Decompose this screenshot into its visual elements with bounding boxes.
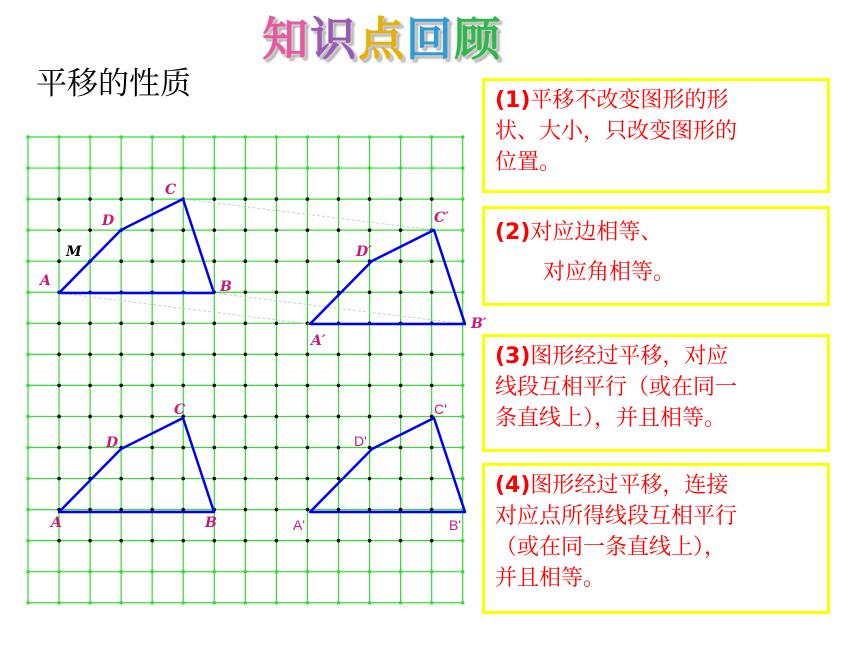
grid-dot (461, 353, 465, 357)
grid-dot (57, 477, 61, 481)
grid-dot (244, 384, 248, 388)
property-text: 状、大小，只改变图形的 (495, 119, 738, 144)
grid-dot (213, 570, 217, 574)
grid-dot (368, 290, 372, 294)
grid-dot (88, 228, 92, 232)
grid-dot (337, 415, 341, 419)
grid-dot (430, 259, 434, 263)
banner-char: 点 (358, 12, 406, 66)
label-top-d: D (102, 213, 115, 229)
grid-dot (150, 384, 154, 388)
grid-dot (88, 570, 92, 574)
grid-dot (244, 477, 248, 481)
label-bottom-d: D (106, 435, 119, 451)
grid-dot (430, 135, 434, 139)
grid-dot (337, 477, 341, 481)
grid-dot (368, 384, 372, 388)
property-text: 位置。 (495, 150, 562, 175)
grid-dot (244, 446, 248, 450)
grid-dot (244, 322, 248, 326)
grid-dot (57, 601, 61, 605)
grid-dot (337, 353, 341, 357)
grid-dot (26, 135, 30, 139)
grid-dot (306, 601, 310, 605)
grid-dot (337, 446, 341, 450)
label-top-a: A (40, 273, 51, 289)
grid-dot (26, 539, 30, 543)
grid-dot (181, 539, 185, 543)
grid-dot (119, 570, 123, 574)
grid-dot (399, 259, 403, 263)
property-box-3 (482, 334, 830, 452)
grid-dot (461, 539, 465, 543)
grid-dot (26, 290, 30, 294)
grid-dot (213, 415, 217, 419)
grid-dot (119, 415, 123, 419)
grid-dot (275, 166, 279, 170)
grid-dot (368, 570, 372, 574)
grid-dot (150, 477, 154, 481)
grid-dot (181, 322, 185, 326)
grid-dot (181, 166, 185, 170)
property-number: (4) (495, 473, 531, 498)
grid-dot (399, 166, 403, 170)
grid-dot (337, 570, 341, 574)
guide-b (214, 293, 465, 324)
property-number: (2) (495, 220, 531, 245)
property-box-2 (482, 206, 830, 306)
label-top-d-prime: D′ (356, 244, 372, 260)
grid-dot (399, 446, 403, 450)
grid-dot (430, 353, 434, 357)
grid-dot (213, 135, 217, 139)
grid-dot (150, 322, 154, 326)
grid-dot (306, 197, 310, 201)
banner-char: 顾 (454, 12, 502, 66)
grid-dot (119, 353, 123, 357)
property-text: 平移不改变图形的形 (530, 88, 729, 113)
grid-dot (275, 322, 279, 326)
grid-dot (399, 539, 403, 543)
label-top-b-prime: B′ (471, 316, 487, 332)
grid-dot (150, 166, 154, 170)
guide-a (59, 293, 310, 324)
label-top-c: C (165, 182, 177, 198)
grid-dot (181, 135, 185, 139)
grid-dot (244, 259, 248, 263)
grid-dot (244, 353, 248, 357)
label-bottom-a: A (51, 515, 62, 531)
grid-dot (275, 446, 279, 450)
grid-dot (88, 384, 92, 388)
label-bottom-c: C (174, 402, 186, 418)
label-bottom-b: B (205, 515, 217, 531)
grid-dot (430, 446, 434, 450)
grid-dot (461, 228, 465, 232)
grid-dot (461, 135, 465, 139)
grid-dot (461, 477, 465, 481)
grid-dot (306, 477, 310, 481)
property-text: 线段互相平行（或在同一 (495, 375, 738, 400)
grid-dot (337, 384, 341, 388)
grid-dot (399, 415, 403, 419)
grid-dot (244, 166, 248, 170)
grid-dot (150, 135, 154, 139)
bottom-original-quadrilateral (59, 418, 214, 512)
grid-dot (26, 166, 30, 170)
grid-dot (306, 290, 310, 294)
grid-dot (181, 384, 185, 388)
grid-dot (337, 259, 341, 263)
page-subtitle: 平移的性质 (36, 66, 191, 102)
grid-dot (275, 353, 279, 357)
grid-dot (337, 601, 341, 605)
grid-dot (275, 539, 279, 543)
grid-dot (57, 570, 61, 574)
grid-dot (244, 539, 248, 543)
grid-dot (461, 197, 465, 201)
grid-dot (306, 415, 310, 419)
grid-dot (213, 259, 217, 263)
property-text: （或在同一条直线上）， (495, 535, 727, 560)
grid-dot (368, 477, 372, 481)
grid-dot (181, 259, 185, 263)
property-box-1 (482, 78, 830, 193)
grid-dot (57, 446, 61, 450)
grid-dot (57, 259, 61, 263)
guide-c (183, 199, 434, 230)
grid-dot (119, 135, 123, 139)
grid-dot (244, 508, 248, 512)
grid-dot (150, 197, 154, 201)
grid-dot (213, 477, 217, 481)
grid-dot (275, 601, 279, 605)
grid-dot (306, 135, 310, 139)
grid-dot (430, 539, 434, 543)
property-number: (1) (495, 88, 531, 113)
grid-dot (399, 601, 403, 605)
grid-dot (368, 601, 372, 605)
property-box-4 (482, 463, 830, 614)
grid-dot (399, 135, 403, 139)
grid-dot (119, 601, 123, 605)
grid-dot (119, 166, 123, 170)
grid-dot (213, 166, 217, 170)
grid-dot (337, 166, 341, 170)
grid-dot (26, 477, 30, 481)
grid-dot (150, 446, 154, 450)
grid-dot (337, 197, 341, 201)
grid-dot (275, 197, 279, 201)
grid-dot (213, 353, 217, 357)
property-text: 图形经过平移，连接 (530, 473, 729, 498)
grid-dot (461, 290, 465, 294)
property-text: 条直线上），并且相等。 (495, 406, 727, 431)
grid-dot (88, 415, 92, 419)
label-bottom-d-prime: D' (354, 433, 367, 449)
grid-dot (150, 539, 154, 543)
grid-dot (57, 228, 61, 232)
grid-dot (275, 415, 279, 419)
grid-dot (306, 446, 310, 450)
grid-dot (26, 228, 30, 232)
grid-dot (244, 197, 248, 201)
grid-dot (119, 477, 123, 481)
grid-dot (57, 539, 61, 543)
grid-dot (244, 415, 248, 419)
grid-dot (88, 353, 92, 357)
grid-dot (275, 477, 279, 481)
grid-dot (399, 353, 403, 357)
grid-dot (181, 353, 185, 357)
grid-dot (368, 197, 372, 201)
property-text: 并且相等。 (495, 566, 606, 591)
grid-dot (430, 197, 434, 201)
grid-dot (244, 570, 248, 574)
grid-dot (119, 384, 123, 388)
grid-dot (399, 197, 403, 201)
grid-dot (181, 477, 185, 481)
grid-dot (430, 166, 434, 170)
property-text: 对应角相等。 (543, 260, 676, 285)
top-image-quadrilateral (310, 230, 465, 324)
grid-dot (181, 228, 185, 232)
grid-dot (461, 384, 465, 388)
grid-dot (275, 384, 279, 388)
grid-dot (430, 477, 434, 481)
grid-dot (88, 601, 92, 605)
grid-dot (275, 259, 279, 263)
grid-dot (275, 508, 279, 512)
label-bottom-c-prime: C' (434, 401, 447, 417)
grid-dot (57, 135, 61, 139)
banner-char: 识 (310, 12, 358, 66)
grid-dot (119, 259, 123, 263)
grid-dot (150, 570, 154, 574)
grid-dot (275, 135, 279, 139)
grid-dot (213, 539, 217, 543)
grid-dot (119, 322, 123, 326)
grid-dot (461, 415, 465, 419)
grid-dot (57, 322, 61, 326)
property-number: (3) (495, 344, 531, 369)
grid-dot (337, 135, 341, 139)
grid-dot (306, 570, 310, 574)
grid-dot (88, 166, 92, 170)
bottom-image-quadrilateral (310, 418, 465, 512)
grid-dot (461, 601, 465, 605)
grid-dot (399, 384, 403, 388)
grid-dot (275, 290, 279, 294)
grid-dot (306, 539, 310, 543)
grid-dot (244, 290, 248, 294)
grid-dot (57, 166, 61, 170)
grid-dot (150, 259, 154, 263)
property-text: 对应边相等、 (530, 220, 663, 245)
property-text: 对应点所得线段互相平行 (495, 504, 738, 529)
banner-char: 回 (406, 12, 454, 66)
grid-dot (26, 570, 30, 574)
grid-dot (306, 384, 310, 388)
grid-dot (306, 259, 310, 263)
grid-dot (213, 228, 217, 232)
grid-dot (368, 415, 372, 419)
grid-dot (337, 539, 341, 543)
grid-dot (306, 228, 310, 232)
grid-dot (150, 228, 154, 232)
grid-dot (244, 135, 248, 139)
grid-dot (368, 166, 372, 170)
grid-dot (275, 228, 279, 232)
grid-dot (26, 415, 30, 419)
grid-dot (57, 353, 61, 357)
grid-dot (181, 446, 185, 450)
grid-dot (430, 384, 434, 388)
grid-dot (26, 322, 30, 326)
property-text: 图形经过平移，对应 (530, 344, 729, 369)
banner-char: 知 (262, 12, 310, 66)
grid-dot (337, 228, 341, 232)
grid-dot (181, 570, 185, 574)
grid-dot (213, 322, 217, 326)
grid-dot (275, 570, 279, 574)
grid-dot (57, 384, 61, 388)
grid-dot (399, 290, 403, 294)
label-top-m: M (66, 244, 82, 260)
grid-dot (399, 228, 403, 232)
top-original-quadrilateral (59, 199, 214, 293)
grid-dot (461, 259, 465, 263)
label-top-c-prime: C′ (434, 210, 449, 226)
grid-dot (26, 384, 30, 388)
grid-dot (244, 228, 248, 232)
grid-dot (430, 290, 434, 294)
grid-dot (26, 446, 30, 450)
grid-dot (461, 570, 465, 574)
grid-dot (26, 508, 30, 512)
grid-dot (306, 508, 310, 512)
label-top-b: B (220, 279, 232, 295)
grid-dot (368, 353, 372, 357)
grid-dot (57, 415, 61, 419)
grid-dot (368, 135, 372, 139)
grid-dot (430, 601, 434, 605)
grid-dot (213, 384, 217, 388)
grid-dot (26, 197, 30, 201)
label-bottom-a-prime: A' (293, 517, 306, 533)
grid-dot (461, 166, 465, 170)
grid-dot (368, 228, 372, 232)
grid-dot (88, 197, 92, 201)
grid-dot (88, 322, 92, 326)
grid-dot (150, 415, 154, 419)
grid-dot (181, 601, 185, 605)
grid-dot (244, 601, 248, 605)
grid-dot (26, 259, 30, 263)
grid-dot (399, 477, 403, 481)
grid-dot (88, 135, 92, 139)
grid-dot (26, 601, 30, 605)
grid-dot (150, 353, 154, 357)
grid-dot (213, 601, 217, 605)
grid-dot (430, 570, 434, 574)
grid-dot (213, 446, 217, 450)
grid-dot (306, 166, 310, 170)
grid-dot (213, 197, 217, 201)
grid-dot (306, 353, 310, 357)
grid-dot (57, 197, 61, 201)
label-top-a-prime: A′ (311, 333, 326, 349)
grid-dot (150, 601, 154, 605)
grid-dot (119, 197, 123, 201)
grid-dot (399, 570, 403, 574)
grid-dot (119, 539, 123, 543)
grid-dot (26, 353, 30, 357)
grid-dot (88, 446, 92, 450)
label-bottom-b-prime: B' (449, 517, 462, 533)
grid-dot (461, 446, 465, 450)
grid-dot (88, 539, 92, 543)
grid-dot (368, 539, 372, 543)
